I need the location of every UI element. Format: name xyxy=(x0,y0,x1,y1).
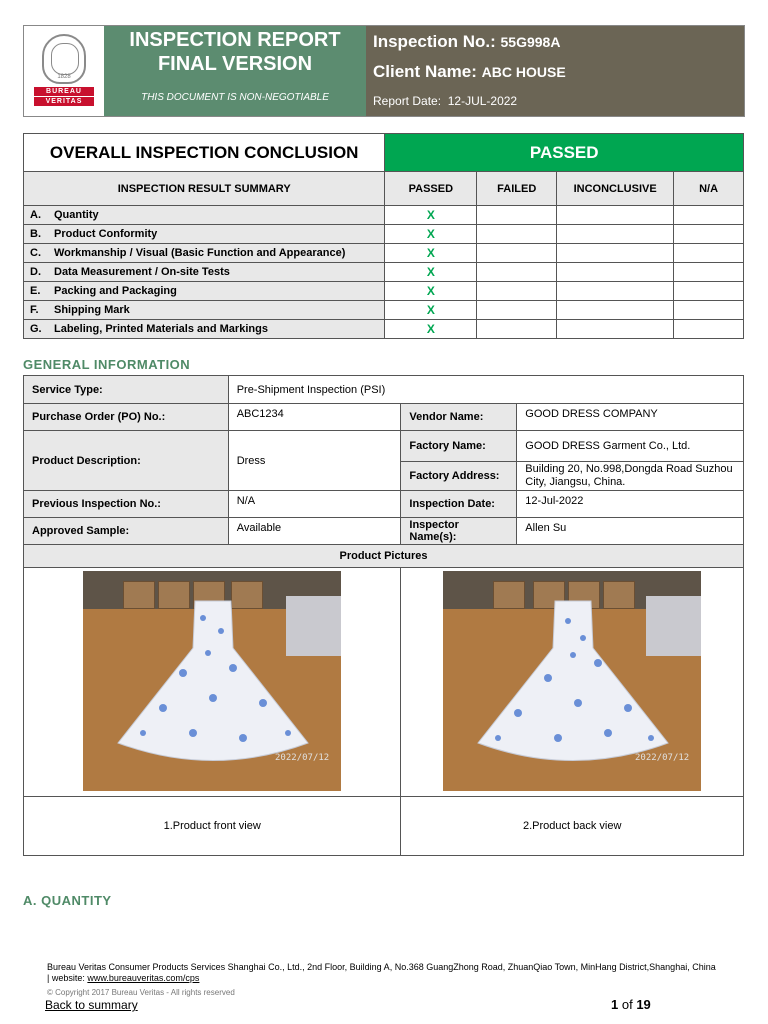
approved-sample-label: Approved Sample: xyxy=(24,518,229,545)
report-header xyxy=(23,25,745,117)
col-passed: PASSED xyxy=(385,172,477,206)
vendor-label: Vendor Name: xyxy=(401,404,517,431)
product-back-photo xyxy=(443,571,701,791)
report-title-block xyxy=(104,26,366,116)
col-failed: FAILED xyxy=(477,172,557,206)
product-value: Dress xyxy=(228,431,401,491)
page-number: 1 of 19 xyxy=(611,997,651,1012)
inspector-value: Allen Su xyxy=(517,518,744,545)
product-front-photo xyxy=(83,571,341,791)
table-row: A. Quantity X xyxy=(24,206,744,225)
inspection-date-value: 12-Jul-2022 xyxy=(517,491,744,518)
pass-mark: X xyxy=(385,320,477,339)
pass-mark: X xyxy=(385,263,477,282)
pass-mark: X xyxy=(385,225,477,244)
client-name: ABC HOUSE xyxy=(481,64,566,80)
report-title: INSPECTION REPORT xyxy=(129,29,341,51)
factory-address-label: Factory Address: xyxy=(401,462,517,491)
product-pictures-header: Product Pictures xyxy=(24,545,744,568)
factory-name-value: GOOD DRESS Garment Co., Ltd. xyxy=(517,431,744,462)
po-label: Purchase Order (PO) No.: xyxy=(24,404,229,431)
previous-inspection-value: N/A xyxy=(228,491,401,518)
back-to-summary-link[interactable]: Back to summary xyxy=(45,998,138,1012)
factory-name-label: Factory Name: xyxy=(401,431,517,462)
table-row: C. Workmanship / Visual (Basic Function and Appearance) X xyxy=(24,244,744,263)
col-na: N/A xyxy=(674,172,744,206)
bureau-veritas-logo: 1828 BUREAU VERITAS xyxy=(24,26,104,116)
table-row: E. Packing and Packaging X xyxy=(24,282,744,301)
general-information-table xyxy=(23,375,744,856)
service-type-value: Pre-Shipment Inspection (PSI) xyxy=(228,376,743,404)
back-view-caption: 2.Product back view xyxy=(401,797,744,856)
product-label: Product Description: xyxy=(24,431,229,491)
conclusion-title: OVERALL INSPECTION CONCLUSION xyxy=(24,134,385,172)
inspection-number: 55G998A xyxy=(500,34,561,50)
factory-address-value: Building 20, No.998,Dongda Road Suzhou City, Jiangsu, China. xyxy=(517,462,744,491)
table-row: B. Product Conformity X xyxy=(24,225,744,244)
col-inconclusive: INCONCLUSIVE xyxy=(557,172,674,206)
pass-mark: X xyxy=(385,301,477,320)
dress-image xyxy=(473,593,673,768)
product-front-photo-cell xyxy=(24,568,401,797)
general-information-heading: GENERAL INFORMATION xyxy=(23,357,191,372)
dress-image xyxy=(113,593,313,768)
quantity-heading: A. QUANTITY xyxy=(23,893,112,908)
service-type-label: Service Type: xyxy=(24,376,229,404)
website-link[interactable]: www.bureauveritas.com/cps xyxy=(87,973,200,983)
summary-header: INSPECTION RESULT SUMMARY xyxy=(24,172,385,206)
table-row: F. Shipping Mark X xyxy=(24,301,744,320)
report-info-block: Inspection No.: 55G998A Client Name: ABC HOUSE Report Date: 12-JUL-2022 xyxy=(366,26,744,116)
pass-mark: X xyxy=(385,282,477,301)
po-value: ABC1234 xyxy=(228,404,401,431)
inspector-label: Inspector Name(s): xyxy=(401,518,517,545)
seal-icon: 1828 xyxy=(42,34,86,84)
product-back-photo-cell xyxy=(401,568,744,797)
non-negotiable-note: THIS DOCUMENT IS NON-NEGOTIABLE xyxy=(141,92,329,103)
previous-inspection-label: Previous Inspection No.: xyxy=(24,491,229,518)
pass-mark: X xyxy=(385,206,477,225)
photo-date-stamp: 2022/07/12 xyxy=(275,752,330,763)
inspection-conclusion-table xyxy=(23,133,744,339)
approved-sample-value: Available xyxy=(228,518,401,545)
pass-mark: X xyxy=(385,244,477,263)
table-row: G. Labeling, Printed Materials and Markings X xyxy=(24,320,744,339)
conclusion-result: PASSED xyxy=(385,134,744,172)
copyright-notice: © Copyright 2017 Bureau Veritas - All rights reserved xyxy=(47,988,235,997)
photo-date-stamp: 2022/07/12 xyxy=(635,752,690,763)
vendor-value: GOOD DRESS COMPANY xyxy=(517,404,744,431)
footer-address: Bureau Veritas Consumer Products Services Shanghai Co., Ltd., 2nd Floor, Building A, No.368 GuangZhong Road, ZhuanQiao Town, MinHang District,Shanghai, China | website: www.bureauveritas.com/cps xyxy=(47,962,716,983)
inspection-date-label: Inspection Date: xyxy=(401,491,517,518)
report-version: FINAL VERSION xyxy=(157,53,313,75)
table-row: D. Data Measurement / On-site Tests X xyxy=(24,263,744,282)
report-date: 12-JUL-2022 xyxy=(447,94,518,108)
front-view-caption: 1.Product front view xyxy=(24,797,401,856)
